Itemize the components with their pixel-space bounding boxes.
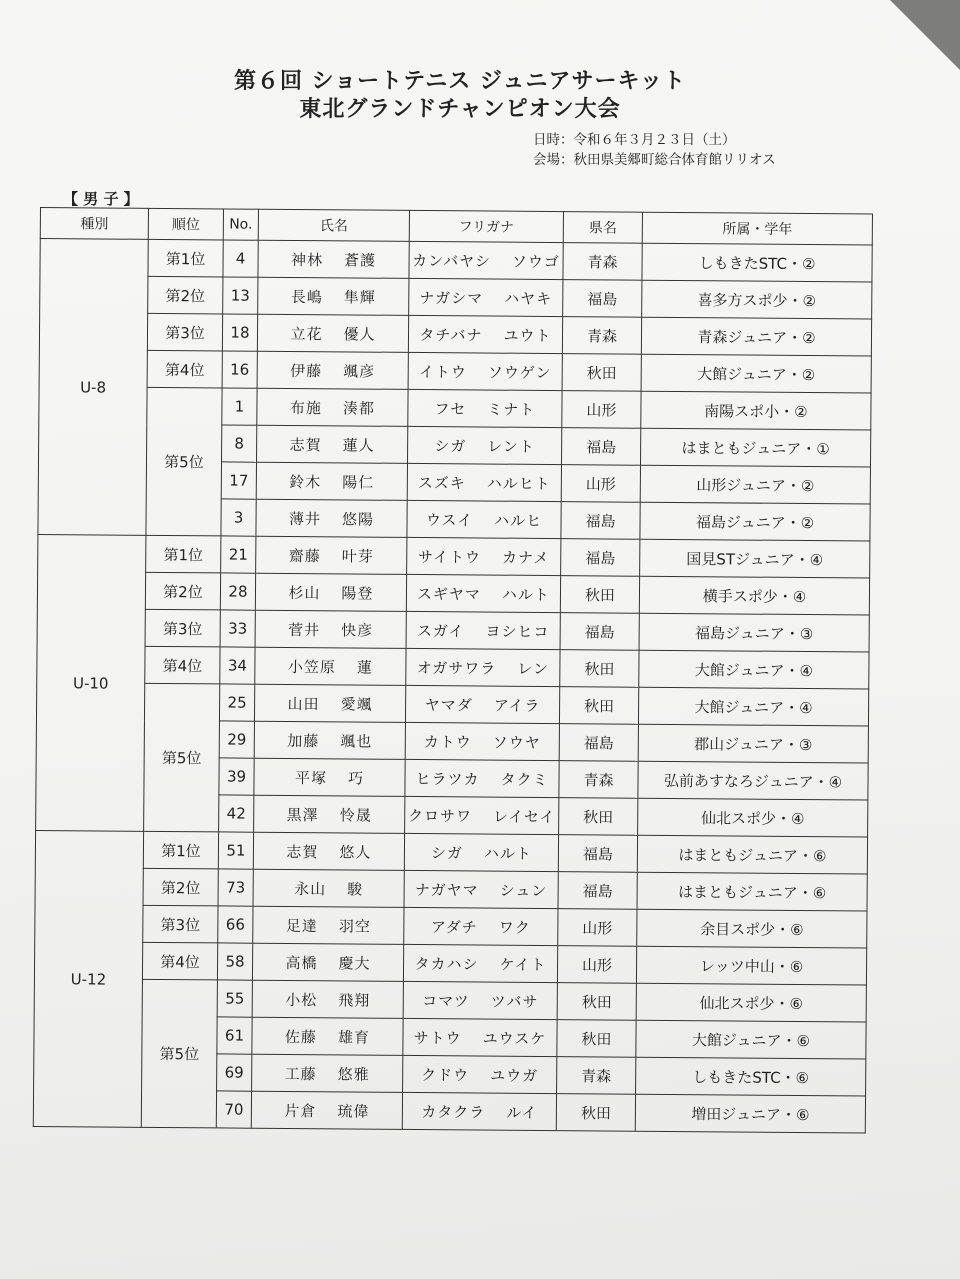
kana-surname: イトウ: [418, 362, 467, 381]
player-given-name: 悠人: [339, 842, 372, 862]
kana-given-name: タクミ: [500, 770, 549, 789]
player-given-name: 愛颯: [340, 694, 373, 714]
player-given-name: 慶大: [338, 953, 371, 973]
kana-surname: タカハシ: [414, 954, 479, 973]
player-number: 25: [219, 684, 254, 721]
player-given-name: 蒼護: [344, 250, 377, 270]
kana-surname: スギヤマ: [416, 584, 482, 603]
player-number: 73: [218, 869, 253, 906]
player-prefecture: 秋田: [559, 687, 638, 725]
kana-surname: スガイ: [416, 621, 465, 640]
player-prefecture: 福島: [560, 613, 639, 651]
player-given-name: 飛翔: [338, 990, 371, 1010]
player-surname: 杉山: [288, 583, 321, 602]
player-surname: 山田: [287, 694, 320, 713]
kana-surname: カタクラ: [421, 1102, 486, 1122]
document-subtitle: 東北グランドチャンピオン大会: [299, 97, 621, 122]
player-prefecture: 福島: [561, 502, 640, 540]
player-given-name: 駿: [347, 879, 364, 899]
kana-surname: シガ: [430, 843, 464, 862]
player-name: [252, 1017, 403, 1055]
player-affiliation: 仙北スポ少・④: [638, 798, 868, 837]
player-kana: [404, 870, 558, 908]
player-prefecture: 青森: [562, 317, 641, 355]
rank-cell: 第3位: [145, 609, 220, 647]
player-number: 70: [216, 1091, 251, 1128]
player-surname: 布施: [289, 398, 323, 417]
player-name: [253, 906, 404, 944]
kana-given-name: ハルト: [483, 844, 533, 863]
player-number: 29: [219, 721, 254, 758]
rank-cell: 第4位: [147, 350, 222, 388]
kana-surname: サイトウ: [418, 547, 482, 566]
kana-given-name: ツバサ: [490, 992, 539, 1011]
kana-surname: クロサワ: [407, 806, 473, 825]
kana-given-name: ワク: [498, 918, 531, 937]
player-kana: [404, 833, 558, 871]
kana-surname: サトウ: [413, 1028, 462, 1047]
player-surname: 長嶋: [290, 287, 323, 306]
player-kana: [406, 611, 560, 649]
player-kana: [408, 352, 562, 390]
player-number: 28: [220, 573, 255, 610]
kana-surname: オガサワラ: [416, 658, 497, 678]
player-prefecture: 秋田: [562, 354, 641, 392]
player-given-name: 隼輝: [343, 287, 376, 307]
player-name: [257, 425, 408, 463]
player-prefecture: 秋田: [557, 1020, 636, 1058]
rank-cell: 第2位: [143, 868, 218, 906]
player-number: 51: [218, 832, 253, 869]
player-kana: [403, 1018, 557, 1056]
player-surname: 足達: [285, 916, 318, 935]
player-number: 17: [221, 462, 256, 499]
category-cell: U-8: [38, 239, 148, 536]
player-affiliation: 弘前あすなろジュニア・④: [638, 761, 868, 800]
player-name: [257, 314, 408, 352]
player-kana: [404, 907, 558, 945]
player-surname: 高橋: [285, 953, 318, 972]
player-given-name: 羽空: [338, 916, 371, 936]
kana-surname: ナガシマ: [419, 288, 484, 307]
player-number: 58: [217, 943, 252, 980]
player-given-name: 陽仁: [342, 472, 375, 492]
player-name: [255, 610, 406, 648]
player-name: [254, 758, 405, 796]
kana-given-name: ハルヒ: [494, 511, 543, 530]
player-kana: [407, 500, 561, 538]
player-surname: 小笠原: [287, 657, 336, 676]
category-cell: U-12: [33, 830, 143, 1127]
kana-given-name: ルイ: [506, 1103, 538, 1122]
player-surname: 黒澤: [286, 805, 319, 824]
player-affiliation: はまともジュニア・①: [640, 428, 870, 467]
player-surname: 工藤: [284, 1064, 317, 1083]
header-affiliation: 所属・学年: [642, 212, 872, 245]
player-prefecture: 山形: [562, 391, 641, 429]
player-prefecture: 秋田: [556, 1094, 635, 1132]
rank-cell: 第1位: [143, 831, 218, 869]
player-kana: [409, 278, 563, 316]
player-number: 16: [222, 351, 257, 388]
event-venue: 会場：秋田県美郷町総合体育館リリオス: [533, 152, 776, 168]
rank-cell: 第5位: [146, 387, 222, 536]
player-surname: 志賀: [286, 842, 319, 861]
player-affiliation: しもきたSTC・⑥: [636, 1057, 866, 1096]
player-number: 39: [219, 758, 254, 795]
rank-cell: 第2位: [148, 276, 223, 314]
document-title: 第６回 ショートテニス ジュニアサーキット: [233, 69, 687, 94]
player-prefecture: 秋田: [559, 798, 638, 836]
kana-surname: カトウ: [423, 732, 472, 751]
player-given-name: 怜晟: [339, 805, 372, 825]
player-surname: 神林: [291, 250, 324, 269]
player-surname: 鈴木: [289, 472, 322, 491]
table-row: [36, 682, 868, 726]
player-prefecture: 福島: [561, 428, 640, 466]
player-number: 4: [223, 240, 258, 277]
player-surname: 佐藤: [284, 1027, 318, 1046]
kana-surname: クドウ: [421, 1065, 470, 1084]
player-surname: 平塚: [294, 768, 328, 787]
kana-given-name: ヨシヒコ: [485, 622, 550, 641]
player-given-name: 湊都: [342, 398, 376, 418]
player-affiliation: 国見STジュニア・④: [640, 539, 870, 578]
player-kana: [408, 315, 562, 353]
player-given-name: 優人: [343, 324, 376, 344]
player-kana: [407, 537, 561, 575]
kana-given-name: アイラ: [493, 696, 541, 715]
player-number: 3: [221, 499, 256, 536]
event-date: 日時：令和６年３月２３日（土）: [533, 132, 736, 148]
player-prefecture: 山形: [557, 946, 636, 984]
kana-given-name: カナメ: [501, 548, 550, 567]
player-surname: 薄井: [288, 509, 322, 528]
kana-given-name: ソウゴ: [511, 252, 561, 271]
player-given-name: 陽登: [341, 583, 374, 603]
header-prefecture: 県名: [563, 212, 642, 244]
rank-cell: 第1位: [148, 239, 223, 277]
player-surname: 立花: [290, 324, 323, 343]
kana-surname: タチバナ: [419, 325, 483, 344]
player-name: [256, 536, 407, 574]
player-number: 1: [222, 388, 257, 425]
player-prefecture: 山形: [561, 465, 640, 503]
kana-surname: カンバヤシ: [412, 251, 492, 271]
kana-given-name: ソウヤ: [492, 733, 541, 752]
kana-given-name: ユウガ: [490, 1066, 539, 1085]
player-prefecture: 青森: [557, 1057, 636, 1095]
player-name: [254, 721, 405, 759]
player-kana: [405, 759, 559, 797]
player-kana: [405, 722, 559, 760]
player-name: [252, 980, 403, 1018]
player-affiliation: 山形ジュニア・②: [640, 465, 870, 504]
player-surname: 伊藤: [290, 361, 323, 380]
player-number: 33: [220, 610, 255, 647]
kana-given-name: ケイト: [499, 955, 547, 974]
kana-given-name: ハルト: [501, 585, 551, 604]
player-affiliation: 大館ジュニア・④: [638, 687, 868, 726]
player-name: [257, 388, 408, 426]
player-name: [258, 240, 409, 278]
player-prefecture: 福島: [558, 872, 637, 910]
kana-surname: フセ: [434, 399, 467, 418]
player-number: 69: [217, 1054, 252, 1091]
player-given-name: 颯彦: [343, 361, 376, 381]
player-affiliation: 郡山ジュニア・③: [638, 724, 868, 763]
player-kana: [403, 1055, 557, 1093]
player-prefecture: 秋田: [557, 983, 636, 1021]
player-kana: [407, 463, 561, 501]
player-given-name: 快彦: [341, 620, 374, 640]
kana-given-name: シュン: [499, 881, 548, 900]
player-kana: [408, 389, 562, 427]
player-kana: [403, 981, 557, 1019]
kana-surname: ウスイ: [425, 510, 474, 529]
player-name: [254, 684, 405, 722]
header-rank: 順位: [148, 208, 223, 240]
header-kana: フリガナ: [409, 210, 563, 242]
kana-surname: ヤマダ: [424, 695, 473, 714]
player-affiliation: レッツ中山・⑥: [636, 946, 866, 985]
player-number: 13: [223, 277, 258, 314]
header-name: 氏名: [258, 209, 409, 241]
player-given-name: 雄育: [337, 1027, 371, 1047]
kana-surname: アダチ: [430, 917, 478, 936]
header-category: 種別: [40, 208, 148, 240]
category-cell: U-10: [36, 534, 146, 831]
player-number: 18: [222, 314, 257, 351]
player-given-name: 巧: [347, 768, 365, 788]
player-name: [251, 1091, 402, 1129]
kana-surname: コマツ: [422, 991, 470, 1010]
player-affiliation: 余目スポ少・⑥: [637, 909, 867, 948]
player-given-name: 叶芽: [341, 546, 374, 566]
player-affiliation: 大館ジュニア・④: [639, 650, 869, 689]
results-table: [33, 207, 873, 1134]
table-row: [39, 386, 871, 430]
kana-given-name: レイセイ: [492, 807, 556, 826]
kana-given-name: ミナト: [487, 400, 536, 419]
player-surname: 齋藤: [288, 546, 321, 565]
kana-surname: ナガヤマ: [414, 880, 479, 899]
kana-surname: シガ: [434, 436, 467, 455]
kana-surname: ヒラツカ: [415, 769, 480, 788]
rank-cell: 第2位: [145, 572, 220, 610]
player-name: [255, 573, 406, 611]
player-affiliation: 南陽スポ小・②: [641, 391, 871, 430]
player-name: [252, 1054, 403, 1092]
kana-surname: スズキ: [417, 473, 466, 492]
kana-given-name: ハルヒト: [486, 474, 551, 493]
player-affiliation: はまともジュニア・⑥: [637, 835, 867, 874]
player-given-name: 蓮: [356, 658, 373, 677]
player-kana: [405, 685, 559, 723]
player-affiliation: 大館ジュニア・②: [641, 354, 871, 393]
player-prefecture: 山形: [558, 909, 637, 947]
player-prefecture: 福島: [561, 539, 640, 577]
player-affiliation: 仙北スポ少・⑥: [636, 983, 866, 1022]
player-kana: [402, 1092, 556, 1130]
player-surname: 永山: [294, 879, 327, 898]
kana-given-name: レント: [487, 437, 536, 456]
rank-cell: 第3位: [143, 905, 218, 943]
player-number: 42: [219, 795, 254, 832]
player-affiliation: はまともジュニア・⑥: [637, 872, 867, 911]
player-number: 21: [221, 536, 256, 573]
rank-cell: 第5位: [141, 979, 217, 1128]
player-affiliation: 横手スポ少・④: [639, 576, 869, 615]
rank-cell: 第1位: [146, 535, 221, 573]
player-prefecture: 福島: [558, 835, 637, 873]
player-affiliation: しもきたSTC・②: [642, 243, 872, 282]
player-prefecture: 青森: [563, 243, 642, 281]
player-given-name: 悠雅: [337, 1064, 370, 1084]
player-surname: 加藤: [287, 731, 320, 750]
player-kana: [407, 426, 561, 464]
player-kana: [409, 241, 563, 279]
player-number: 66: [218, 906, 253, 943]
kana-given-name: ハヤキ: [504, 289, 553, 308]
player-name: [255, 647, 406, 685]
player-prefecture: 福島: [559, 724, 638, 762]
player-affiliation: 福島ジュニア・③: [639, 613, 869, 652]
player-affiliation: 喜多方スポ少・②: [642, 280, 872, 319]
rank-cell: 第4位: [142, 942, 217, 980]
section-label: 【 男 子 】: [63, 190, 139, 208]
rank-cell: 第4位: [145, 646, 220, 684]
player-prefecture: 青森: [559, 761, 638, 799]
player-given-name: 悠陽: [341, 509, 375, 529]
background-corner: [890, 0, 960, 70]
player-kana: [403, 944, 557, 982]
player-number: 8: [222, 425, 257, 462]
rank-cell: 第5位: [144, 683, 220, 832]
player-affiliation: 福島ジュニア・②: [640, 502, 870, 541]
player-surname: 菅井: [288, 620, 321, 639]
player-given-name: 蓮人: [342, 435, 375, 455]
player-number: 61: [217, 1017, 252, 1054]
player-name: [257, 351, 408, 389]
kana-given-name: レン: [517, 659, 550, 678]
player-prefecture: 福島: [563, 280, 642, 318]
player-given-name: 颯也: [340, 731, 373, 751]
player-number: 55: [217, 980, 252, 1017]
player-name: [252, 943, 403, 981]
player-prefecture: 秋田: [560, 650, 639, 688]
player-name: [258, 277, 409, 315]
player-affiliation: 増田ジュニア・⑥: [635, 1094, 865, 1133]
player-name: [254, 795, 405, 833]
player-surname: 志賀: [289, 435, 322, 454]
player-prefecture: 秋田: [560, 576, 639, 614]
player-affiliation: 青森ジュニア・②: [641, 317, 871, 356]
player-number: 34: [220, 647, 255, 684]
player-surname: 小松: [285, 990, 318, 1009]
player-kana: [405, 796, 559, 834]
player-surname: 片倉: [284, 1101, 317, 1120]
player-name: [253, 832, 404, 870]
header-no: No.: [223, 209, 258, 240]
player-name: [256, 499, 407, 537]
kana-given-name: ユウスケ: [482, 1029, 547, 1048]
player-name: [253, 869, 404, 907]
player-affiliation: 大館ジュニア・⑥: [636, 1020, 866, 1059]
player-kana: [406, 574, 560, 612]
table-row: [34, 978, 866, 1022]
player-given-name: 琉偉: [337, 1101, 370, 1121]
kana-given-name: ソウゲン: [487, 363, 552, 382]
rank-cell: 第3位: [147, 313, 222, 351]
player-name: [256, 462, 407, 500]
player-kana: [406, 648, 560, 686]
kana-given-name: ユウト: [503, 326, 552, 345]
